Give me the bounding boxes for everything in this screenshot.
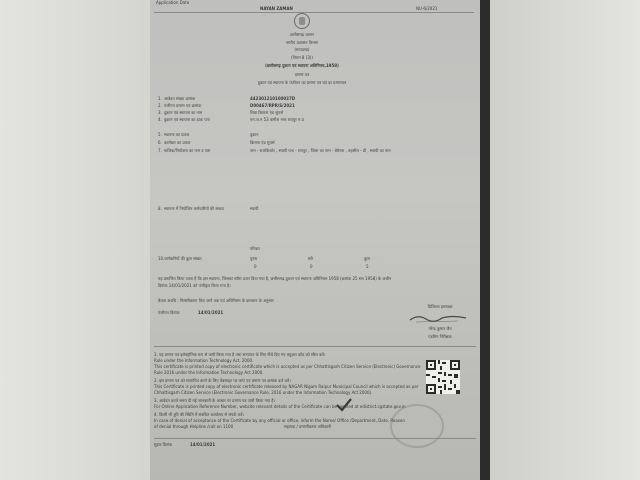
- field-value: एम.ज.न 53 कमीश नगर रायपुर म.प्र: [250, 117, 304, 122]
- field-no: 3.: [158, 110, 162, 115]
- field-value: किराना एंड सुपर्स: [250, 140, 275, 145]
- note-line: 4. किसी भी त्रुटि की स्थिति में संबंधित कार्यालय से संपर्क करें।: [154, 412, 244, 417]
- print-date-label: मुद्रण दिनांक: [154, 442, 173, 447]
- print-date: 14/01/2021: [190, 442, 216, 447]
- header-line2: नगरीय प्रशासन विभाग: [285, 40, 319, 45]
- validity-text: वैधता अवधि : निरस्तीकरण किए जाने तक एवं अधिनियम के प्रावधान के अनुसार: [158, 298, 274, 303]
- header-line3: (मापदण्ड): [294, 47, 310, 52]
- field-label: दुकान एवं स्थापना का नाम: [164, 110, 203, 115]
- workers-col-female: स्त्री: [308, 256, 313, 261]
- field-value: 442301210100037D: [250, 96, 296, 101]
- workers-val-female: 0: [310, 264, 313, 269]
- workers-val-male: 0: [254, 264, 257, 269]
- header-line5: (छत्तीसगढ़ दुकान एवं स्थापना अधिनियम,1958): [265, 63, 339, 68]
- note-line: Rule 2016 under the Information Technology Act 2000.: [154, 370, 264, 375]
- field-label: स्थापना का प्रकार: [164, 132, 190, 137]
- top-strip-left: Application Date: [156, 0, 190, 5]
- authority-title: एडमिन निरीक्षक: [428, 334, 452, 339]
- workers-label: 10.कर्मचारियों की कुल संख्या: [158, 256, 202, 261]
- field-value: दुकान: [250, 132, 259, 137]
- field-no: 8.: [158, 206, 162, 211]
- field-no: 7.: [158, 148, 162, 153]
- workers-col-total: कुल: [364, 256, 370, 261]
- field-value: D00467/RPR/S/2021: [250, 103, 295, 108]
- government-emblem-icon: [294, 13, 310, 29]
- certification-text-2: दिनांक 14/01/2021 को पंजीकृत किया गया है।: [158, 283, 231, 288]
- field-value: नाम - राजकिशोर , स्थायी पता - रायपुर , जिला का नाम - बेमेतरा , तहसील - डी , स्थायी का नाम: [250, 148, 391, 153]
- divider: [154, 438, 476, 439]
- registration-date-label: पंजीयन दिनांक: [158, 310, 180, 315]
- field-label: स्थापना में नियोजित कर्मचारियों की संख्या: [164, 206, 224, 211]
- field-label: मालिक/नियोक्ता का नाम व पता: [164, 148, 211, 153]
- field-label: पंजीयन प्रमाण पत्र क्रमांक: [164, 103, 202, 108]
- header-line6: प्रमाण पत्र: [294, 72, 310, 77]
- top-strip-code: NU-6/2021: [416, 6, 438, 11]
- field-no: 2.: [158, 103, 162, 108]
- workers-head: परिवार: [250, 246, 260, 251]
- field-no: 1.: [158, 96, 162, 101]
- field-label: आवेदन संख्या क्रमांक: [164, 96, 196, 101]
- note-line: This certificate is printed copy of electronic certificate which is accepted as per Chhattisgarh Citizen Service (Electronic) Governance: [154, 364, 421, 369]
- signature-image: [408, 312, 468, 324]
- field-value: शिवा किराना एंड सुपर्स: [250, 110, 283, 115]
- note-line: 1. यह प्रमाण पत्र इलेक्ट्रॉनिक रूप से जारी किया गया है तथा सत्यापन के लिए नीचे दिए गए क्यूआर कोड को स्कैन करें।: [154, 352, 326, 357]
- workers-col-male: पुरुष: [250, 256, 257, 261]
- field-no: 5.: [158, 132, 162, 137]
- note-line: of denial through Helpline /call on 1100: [154, 424, 234, 429]
- note-line: In case of denial of acceptance of the Certificate by any official or office, inform the Name/ Office /Department, Date, Reason: [154, 418, 405, 423]
- top-strip-name: NAYAN ZAMAN: [260, 6, 293, 11]
- note-line: For Online Application Reference Number, website relevant details of the Certificate can be verified at edistrict.cgstate.gov.in: [154, 404, 406, 409]
- note-line: This Certificate is printed copy of electronic certificate released by NAGAR Nigam Raipur Municipal Council which is accepted as per: [154, 384, 419, 389]
- background-right: [488, 0, 640, 480]
- header-line7: दुकान एवं स्थापना के पंजीयन का प्रमाण पत्र एवं दर प्रमाणपत्र: [257, 80, 347, 85]
- field-value: स्थायी: [250, 206, 259, 211]
- divider: [154, 346, 476, 347]
- header-line1: छत्तीसगढ़ शासन: [290, 32, 314, 37]
- certification-text: यह प्रमाणित किया जाता है कि इस स्थापना, जिसका ब्यौरा ऊपर दिया गया है, छत्तीसगढ़ दुकान एवं स्थापना अधिनियम 1958 (क्रमांक 25 सन 1958) के अधीन: [158, 276, 392, 281]
- field-no: 6.: [158, 140, 162, 145]
- note-line: 3. आवेदन करते समय दी गई जानकारी के आधार पर प्रमाण पत्र जारी किया गया है।: [154, 398, 275, 403]
- verified-check-icon: [336, 398, 352, 412]
- certificate-document: [150, 0, 480, 480]
- footer-signer: सहायक / प्रमाणीकरण अधिकारी: [284, 424, 331, 429]
- background-left: [0, 0, 152, 480]
- field-no: 4.: [158, 117, 162, 122]
- note-line: 2. इस प्रमाण पत्र को सत्यापित करने के लिए वेबसाइट पर जाएं एवं प्रमाण पत्र क्रमांक दर्ज करें।: [154, 378, 291, 383]
- note-line: Rule under the Information Technology Act, 2000.: [154, 358, 254, 363]
- divider: [154, 12, 474, 13]
- qr-code: [426, 360, 460, 394]
- field-label: दुकान एवं स्थापना का डाक पता: [164, 117, 210, 122]
- header-line4: (नियम 8 (3)): [291, 55, 313, 60]
- field-label: कारोबार का प्रकार: [164, 140, 191, 145]
- workers-val-total: 5: [366, 264, 369, 269]
- note-line: Chhattisgarh Citizen Service (Electronic Governance Rule, 2016 under the Information Technology Act 2000).: [154, 390, 373, 395]
- authority-name: नरेन्द्र कुमार जैन: [428, 326, 452, 331]
- authority-digital: डिजिटल हस्ताक्षर: [427, 304, 453, 309]
- official-stamp: [390, 404, 444, 448]
- registration-date: 14/01/2021: [198, 310, 224, 315]
